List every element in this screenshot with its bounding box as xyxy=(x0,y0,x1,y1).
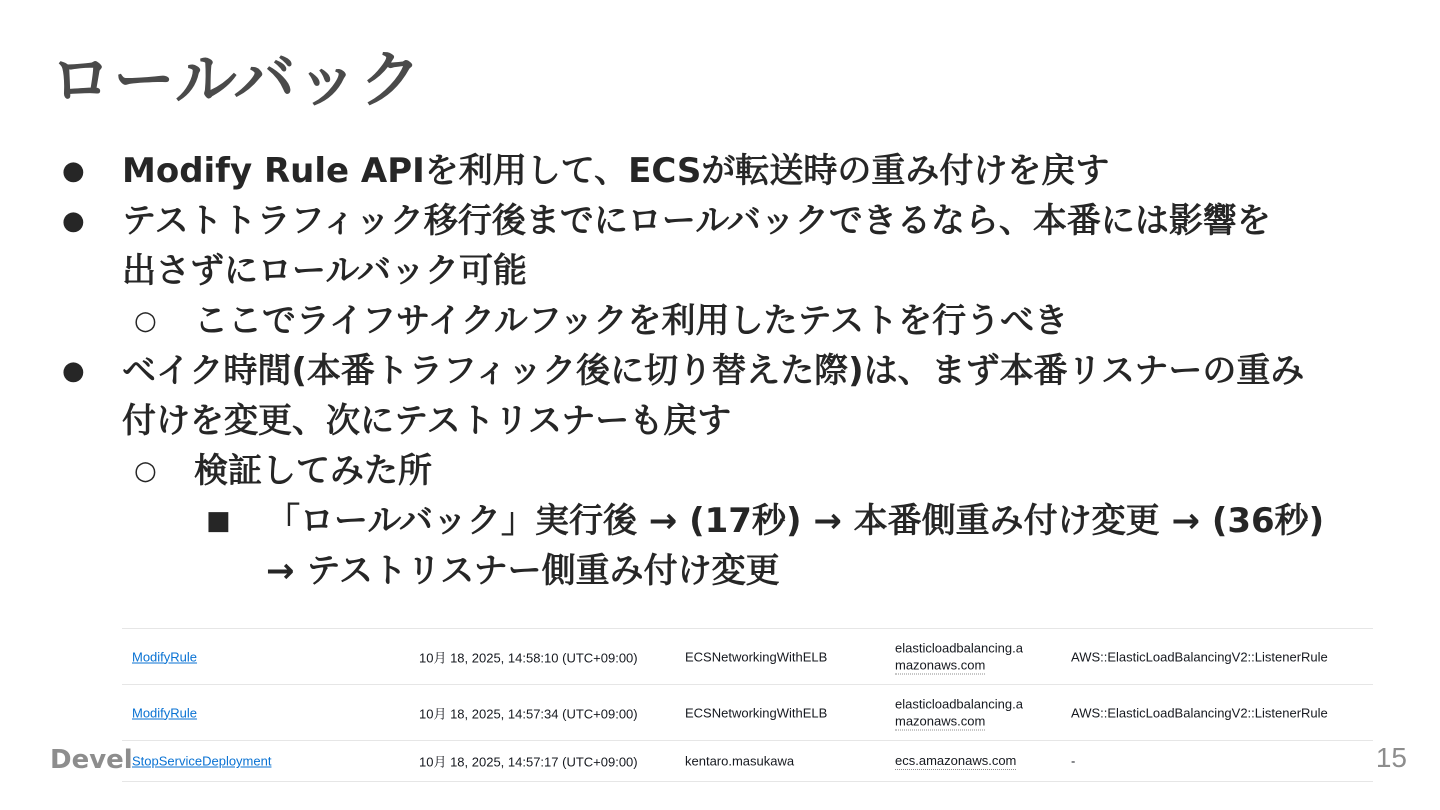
bullet-circle-icon: ○ xyxy=(134,456,157,486)
bullet-text: 「ロールバック」実行後 → (17秒) → 本番側重み付け変更 → (36秒) xyxy=(266,501,1325,541)
bullet-text: → テストリスナー側重み付け変更 xyxy=(266,551,780,591)
bullet-text: 付けを変更、次にテストリスナーも戻す xyxy=(122,401,732,441)
sub-bullet-item xyxy=(0,296,1440,346)
event-user: kentaro.masukawa xyxy=(685,753,795,769)
event-time: 10月 18, 2025, 14:57:34 (UTC+09:00) xyxy=(419,706,638,721)
event-name-link[interactable]: ModifyRule xyxy=(132,649,198,664)
event-name-link[interactable]: ModifyRule xyxy=(132,705,198,720)
bullet-dot-icon: ● xyxy=(62,356,85,386)
sub-bullet-item xyxy=(0,446,1440,496)
event-source[interactable]: ecs.amazonaws.com xyxy=(895,753,1017,768)
bullet-text: テストトラフィック移行後までにロールバックできるなら、本番には影響を xyxy=(122,201,1271,241)
resource-type: AWS::ElasticLoadBalancingV2::ListenerRule xyxy=(1071,649,1328,664)
bullet-text: ここでライフサイクルフックを利用したテストを行うべき xyxy=(194,301,1069,341)
event-source-line: mazonaws.com xyxy=(895,657,986,672)
bullet-item xyxy=(0,146,1440,196)
bullet-item xyxy=(0,346,1440,446)
table-row xyxy=(122,629,1373,685)
event-source-line: elasticloadbalancing.a xyxy=(895,640,1023,655)
bullet-text: 検証してみた所 xyxy=(194,451,432,491)
slide-title: ロールバック xyxy=(50,43,423,116)
sub-sub-bullet-item xyxy=(0,496,1440,596)
bullet-text: 出さずにロールバック可能 xyxy=(122,251,527,291)
table-row xyxy=(122,685,1373,741)
event-source-line: mazonaws.com xyxy=(895,713,986,728)
bullet-dot-icon: ● xyxy=(62,206,85,236)
page-number: 15 xyxy=(1375,742,1407,773)
event-source-line: elasticloadbalancing.a xyxy=(895,696,1023,711)
event-time: 10月 18, 2025, 14:58:10 (UTC+09:00) xyxy=(419,650,638,665)
bullet-square-icon: ■ xyxy=(206,506,231,536)
event-time: 10月 18, 2025, 14:57:17 (UTC+09:00) xyxy=(419,754,638,770)
resource-type: - xyxy=(1071,753,1076,769)
event-source[interactable] xyxy=(895,639,1023,674)
event-user: ECSNetworkingWithELB xyxy=(685,649,828,664)
bullet-item xyxy=(0,196,1440,296)
event-name-link[interactable]: StopServiceDeployment xyxy=(132,753,272,769)
bullet-text: ベイク時間(本番トラフィック後に切り替えた際)は、まず本番リスナーの重み xyxy=(122,351,1305,391)
bullet-dot-icon: ● xyxy=(62,156,85,186)
footer-brand-logo: Devel xyxy=(50,745,133,775)
bullet-circle-icon: ○ xyxy=(134,306,157,336)
event-source[interactable] xyxy=(895,695,1023,730)
bullet-list xyxy=(0,146,1440,596)
table-row xyxy=(122,741,1373,782)
event-history-table xyxy=(122,628,1373,782)
resource-type: AWS::ElasticLoadBalancingV2::ListenerRule xyxy=(1071,705,1328,720)
event-user: ECSNetworkingWithELB xyxy=(685,705,828,720)
bullet-text: Modify Rule APIを利用して、ECSが転送時の重み付けを戻す xyxy=(122,151,1110,191)
